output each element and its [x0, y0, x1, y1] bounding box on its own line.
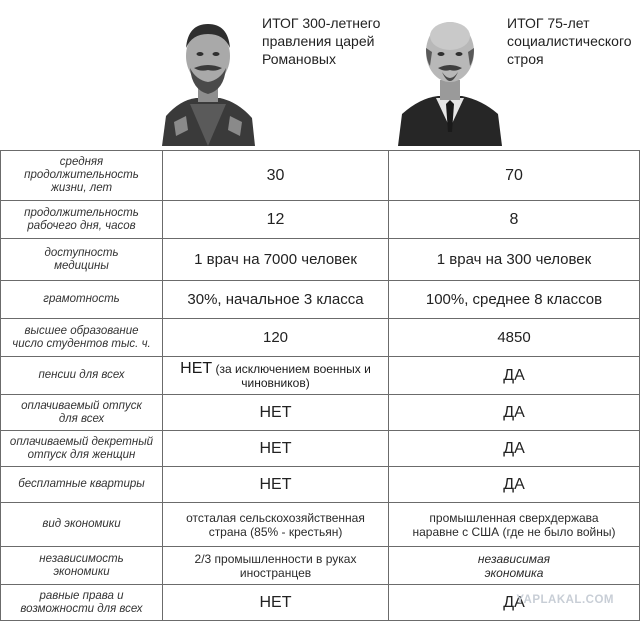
row-label: грамотность [1, 281, 163, 319]
row-label: бесплатные квартиры [1, 467, 163, 503]
row-label: доступность медицины [1, 239, 163, 281]
tsar-value: 120 [163, 319, 389, 357]
lenin-portrait [398, 4, 502, 146]
soviet-value: ДА [389, 585, 640, 621]
soviet-value: ДА [389, 467, 640, 503]
tsar-value: 12 [163, 201, 389, 239]
soviet-value: независимая экономика [389, 547, 640, 585]
tsar-value: НЕТ [163, 585, 389, 621]
soviet-value: 1 врач на 300 человек [389, 239, 640, 281]
soviet-value: 8 [389, 201, 640, 239]
comparison-table [0, 150, 640, 621]
tsar-portrait [160, 4, 256, 146]
row-label: равные права и возможности для всех [1, 585, 163, 621]
tsar-value: 2/3 промышленности в руках иностранцев [163, 547, 389, 585]
tsar-value: отсталая сельскохозяйственная страна (85% - крестьян) [163, 503, 389, 547]
tsar-value: НЕТ [163, 395, 389, 431]
soviet-value: ДА [389, 357, 640, 395]
soviet-value: ДА [389, 395, 640, 431]
table-row-economy-type [1, 503, 640, 547]
row-label: независимость экономики [1, 547, 163, 585]
tsar-caption: ИТОГ 300-летнего правления царей Романовых [262, 15, 381, 67]
table-row-literacy [1, 281, 640, 319]
tsar-value: 1 врач на 7000 человек [163, 239, 389, 281]
soviet-value: 70 [389, 151, 640, 201]
tsar-value: НЕТ [163, 431, 389, 467]
table-row-workday [1, 201, 640, 239]
soviet-value: 100%, среднее 8 классов [389, 281, 640, 319]
tsar-value [163, 357, 389, 395]
row-label: продолжительность рабочего дня, часов [1, 201, 163, 239]
table-row-medicine [1, 239, 640, 281]
table-row-higher-education [1, 319, 640, 357]
tsar-value: 30%, начальное 3 класса [163, 281, 389, 319]
table-row-free-housing [1, 467, 640, 503]
table-row-maternity-leave [1, 431, 640, 467]
row-label: оплачиваемый отпуск для всех [1, 395, 163, 431]
row-label: вид экономики [1, 503, 163, 547]
tsar-value-note: (за исключением военных и чиновников) [215, 361, 371, 390]
row-label: пенсии для всех [1, 357, 163, 395]
tsar-value: НЕТ [163, 467, 389, 503]
soviet-value: ДА [389, 431, 640, 467]
table-row-pensions [1, 357, 640, 395]
tsar-value: 30 [163, 151, 389, 201]
soviet-caption: ИТОГ 75-лет социалистического строя [507, 15, 632, 67]
row-label: средняя продолжительность жизни, лет [1, 151, 163, 201]
row-label: высшее образование число студентов тыс. ч. [1, 319, 163, 357]
watermark-logo: YAPLAKAL.COM [516, 594, 614, 606]
table-row-economic-independence [1, 547, 640, 585]
table-row-life-expectancy [1, 151, 640, 201]
soviet-value: промышленная сверхдержава наравне с США (где не было войны) [389, 503, 640, 547]
tsar-value-main: НЕТ [180, 359, 213, 377]
soviet-value: 4850 [389, 319, 640, 357]
row-label: оплачиваемый декретный отпуск для женщин [1, 431, 163, 467]
table-row-paid-leave [1, 395, 640, 431]
